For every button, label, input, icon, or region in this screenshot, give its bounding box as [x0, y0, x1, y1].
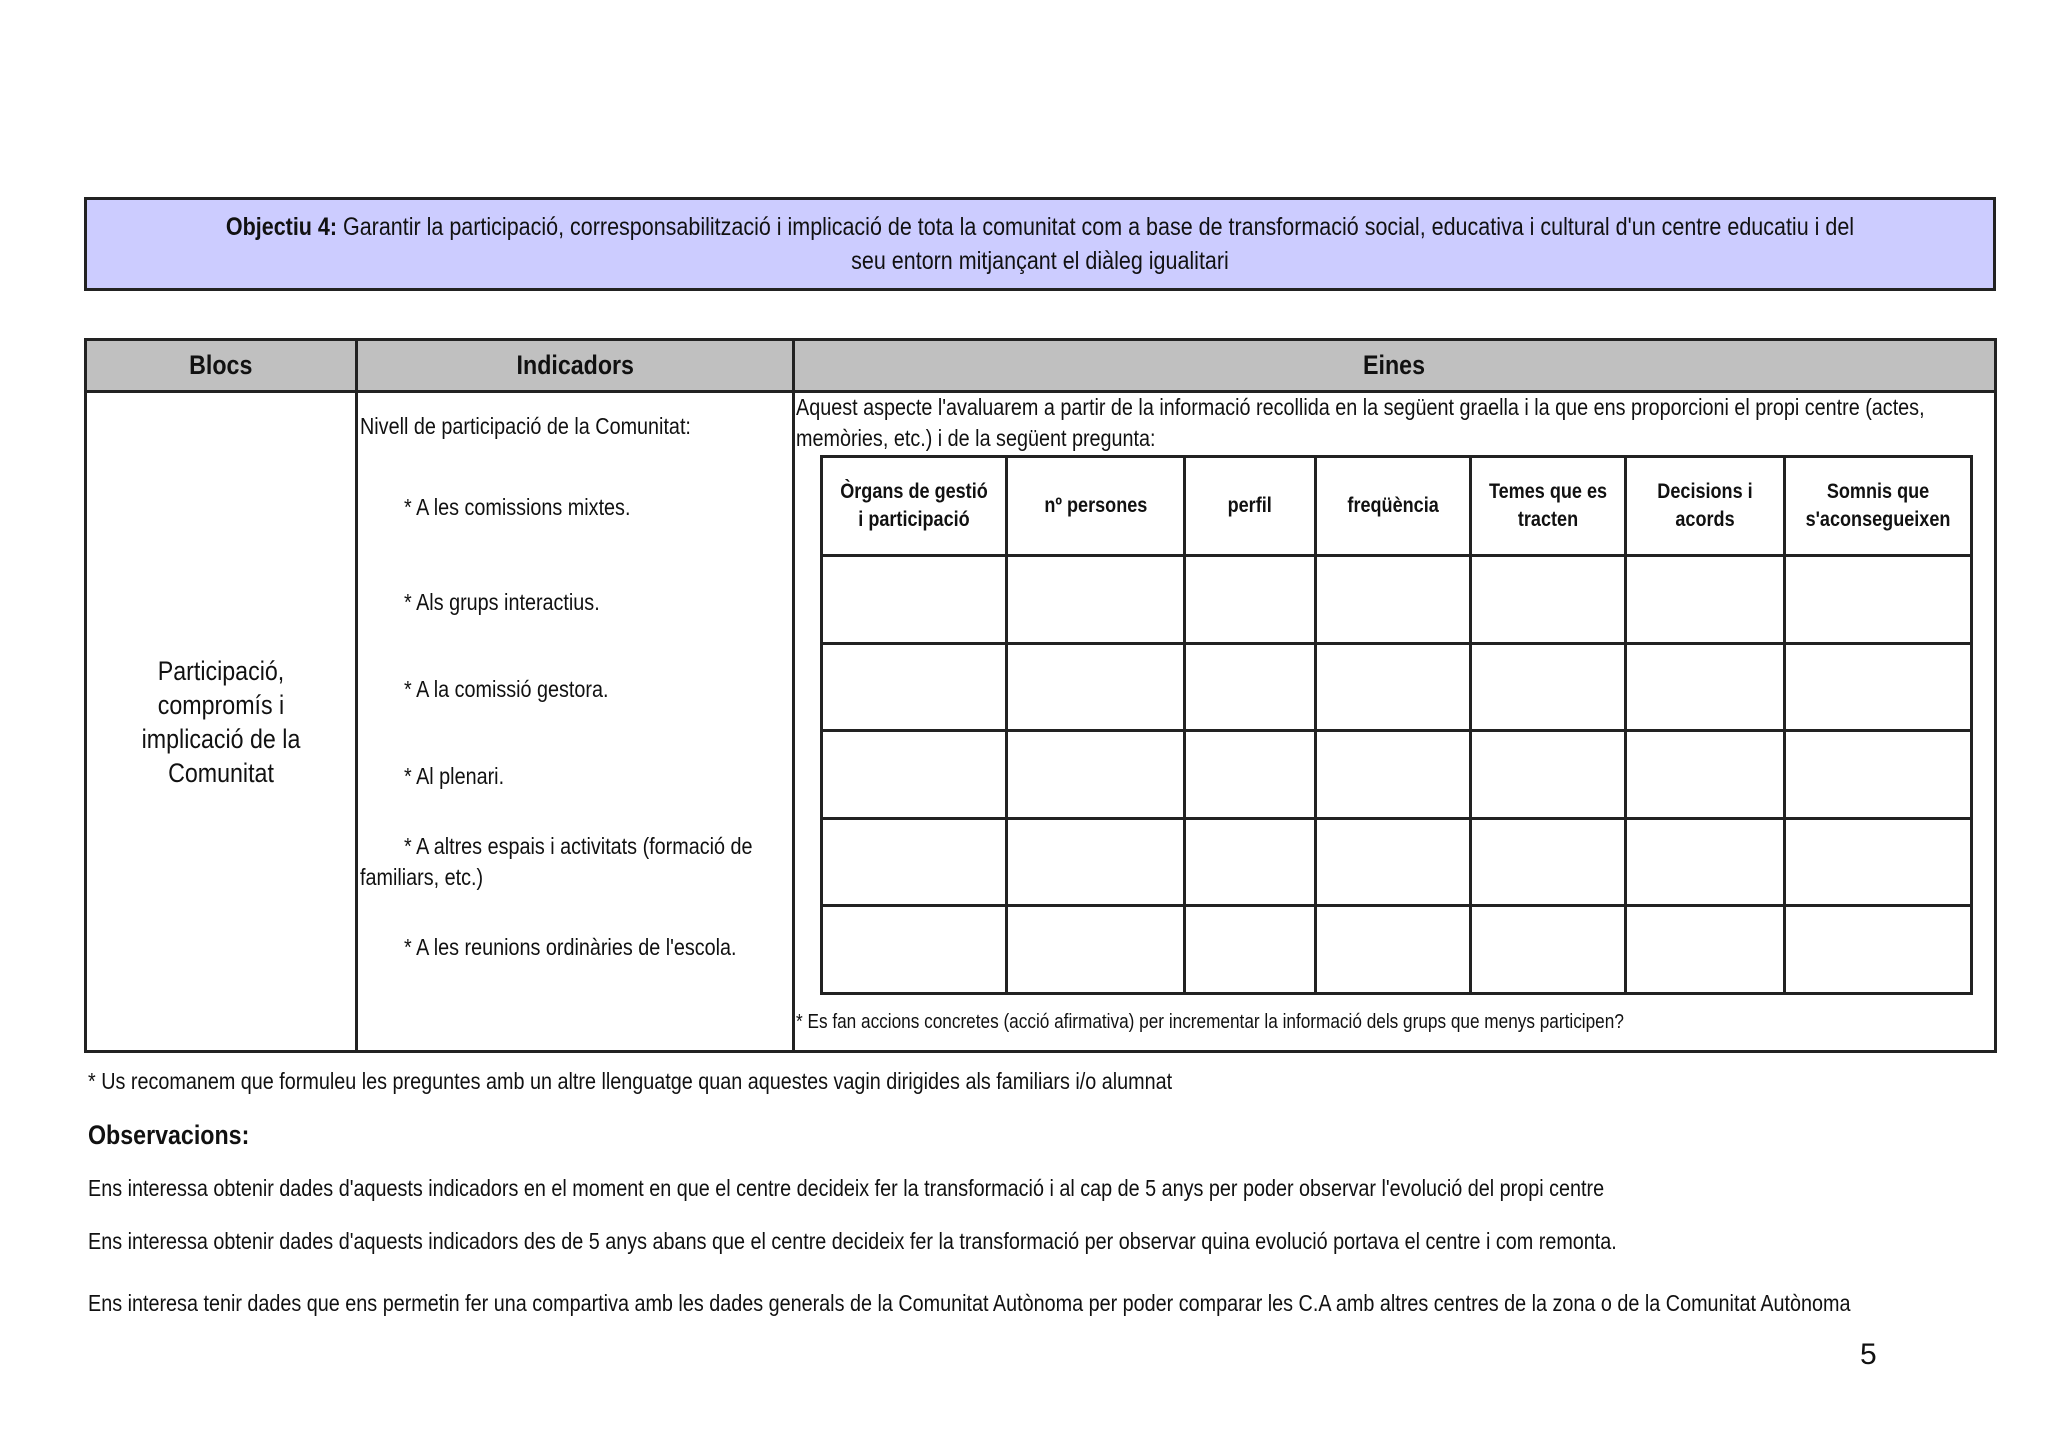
header-blocs: Blocs: [87, 341, 355, 393]
header-eines: Eines: [795, 341, 1994, 393]
indicator-item: * Al plenari.: [404, 763, 505, 789]
objective-box: [84, 197, 1996, 291]
grid-cell: [1626, 556, 1785, 644]
grid-cell: [1007, 731, 1185, 819]
grid-cell: [1007, 556, 1185, 644]
grid-cell: [1471, 818, 1626, 906]
bloc-text: Participació, compromís i implicació de la Comunitat: [141, 655, 301, 788]
grid-cell: [1185, 556, 1316, 644]
grid-row: [822, 906, 1972, 994]
grid-cell: [1007, 643, 1185, 731]
grid-cell: [1316, 556, 1471, 644]
grid-cell: [822, 556, 1007, 644]
header-indicadors: Indicadors: [358, 341, 792, 393]
objective-label: Objectiu 4:: [225, 213, 338, 241]
grid-cell: [1626, 731, 1785, 819]
grid-cell: [1785, 731, 1972, 819]
indicator-item: * A les reunions ordinàries de l'escola.: [404, 934, 737, 960]
grid-cell: [822, 731, 1007, 819]
indicator-item-continued: familiars, etc.): [360, 864, 484, 890]
grid-row: [822, 643, 1972, 731]
grid-cell: [1007, 906, 1185, 994]
grid-header: perfil: [1185, 457, 1316, 556]
grid-cell: [1185, 906, 1316, 994]
grid-header: Temes que es tracten: [1471, 457, 1626, 556]
grid-header: Decisions i acords: [1626, 457, 1785, 556]
grid-cell: [1316, 731, 1471, 819]
observation-item: Ens interesa tenir dades que ens permetin fer una compartiva amb les dades generals de la Comunitat Autònoma per poder comparar les C.A amb altres centres de la zona o de la Comunitat Autònoma: [88, 1290, 1851, 1316]
recommendation-note: * Us recomanem que formuleu les preguntes amb un altre llenguatge quan aquestes vagin dirigides als familiars i/o alumnat: [88, 1068, 1173, 1094]
observation-item: Ens interessa obtenir dades d'aquests indicadors en el moment en que el centre decideix fer la transformació i al cap de 5 anys per poder observar l'evolució del propi centre: [88, 1175, 1605, 1201]
grid-cell: [1471, 643, 1626, 731]
grid-cell: [1471, 906, 1626, 994]
grid-cell: [1316, 906, 1471, 994]
grid-cell: [1785, 556, 1972, 644]
grid-header: freqüència: [1316, 457, 1471, 556]
eines-intro: Aquest aspecte l'avaluarem a partir de la informació recollida en la següent graella i la que ens proporcioni el propi centre (actes, memòries, etc.) i de la següent pregunta:: [796, 394, 1925, 451]
main-table: [84, 338, 1997, 1053]
grid-row: [822, 818, 1972, 906]
grid-cell: [1626, 643, 1785, 731]
column-divider: [792, 341, 795, 1050]
eines-question: * Es fan accions concretes (acció afirmativa) per incrementar la informació dels grups que menys participen?: [796, 1011, 1624, 1033]
indicator-item: * Als grups interactius.: [404, 589, 600, 615]
grid-cell: [1785, 906, 1972, 994]
grid-cell: [1185, 731, 1316, 819]
grid-cell: [1626, 818, 1785, 906]
observations-heading: Observacions:: [88, 1120, 250, 1150]
column-divider: [355, 341, 358, 1050]
grid-row: [822, 556, 1972, 644]
grid-cell: [1007, 818, 1185, 906]
objective-text: Garantir la participació, corresponsabilització i implicació de tota la comunitat com a base de transformació social, educativa i cultural d'un centre educatiu i del seu entorn mitjançant el diàleg igualitari: [337, 213, 1855, 275]
grid-cell: [1626, 906, 1785, 994]
grid-cell: [822, 643, 1007, 731]
grid-header: nº persones: [1007, 457, 1185, 556]
grid-cell: [1185, 643, 1316, 731]
grid-cell: [1471, 556, 1626, 644]
observation-item: Ens interessa obtenir dades d'aquests indicadors des de 5 anys abans que el centre decideix fer la transformació per observar quina evolució portava el centre i com remonta.: [88, 1228, 1617, 1254]
grid-cell: [822, 818, 1007, 906]
grid-header: Somnis que s'aconsegueixen: [1785, 457, 1972, 556]
indicator-item: * A les comissions mixtes.: [404, 494, 631, 520]
grid-cell: [1316, 818, 1471, 906]
grid-cell: [1785, 643, 1972, 731]
grid-header: Òrgans de gestió i participació: [822, 457, 1007, 556]
page-number: 5: [1860, 1338, 1877, 1371]
indicator-item: * A la comissió gestora.: [404, 676, 609, 702]
indicator-intro: Nivell de participació de la Comunitat:: [360, 413, 691, 439]
grid-cell: [1185, 818, 1316, 906]
grid-cell: [1471, 731, 1626, 819]
participation-grid: [820, 455, 1973, 995]
grid-cell: [1785, 818, 1972, 906]
bloc-cell: [87, 393, 355, 1050]
grid-cell: [1316, 643, 1471, 731]
grid-row: [822, 731, 1972, 819]
grid-cell: [822, 906, 1007, 994]
indicator-item: * A altres espais i activitats (formació de: [404, 833, 753, 859]
